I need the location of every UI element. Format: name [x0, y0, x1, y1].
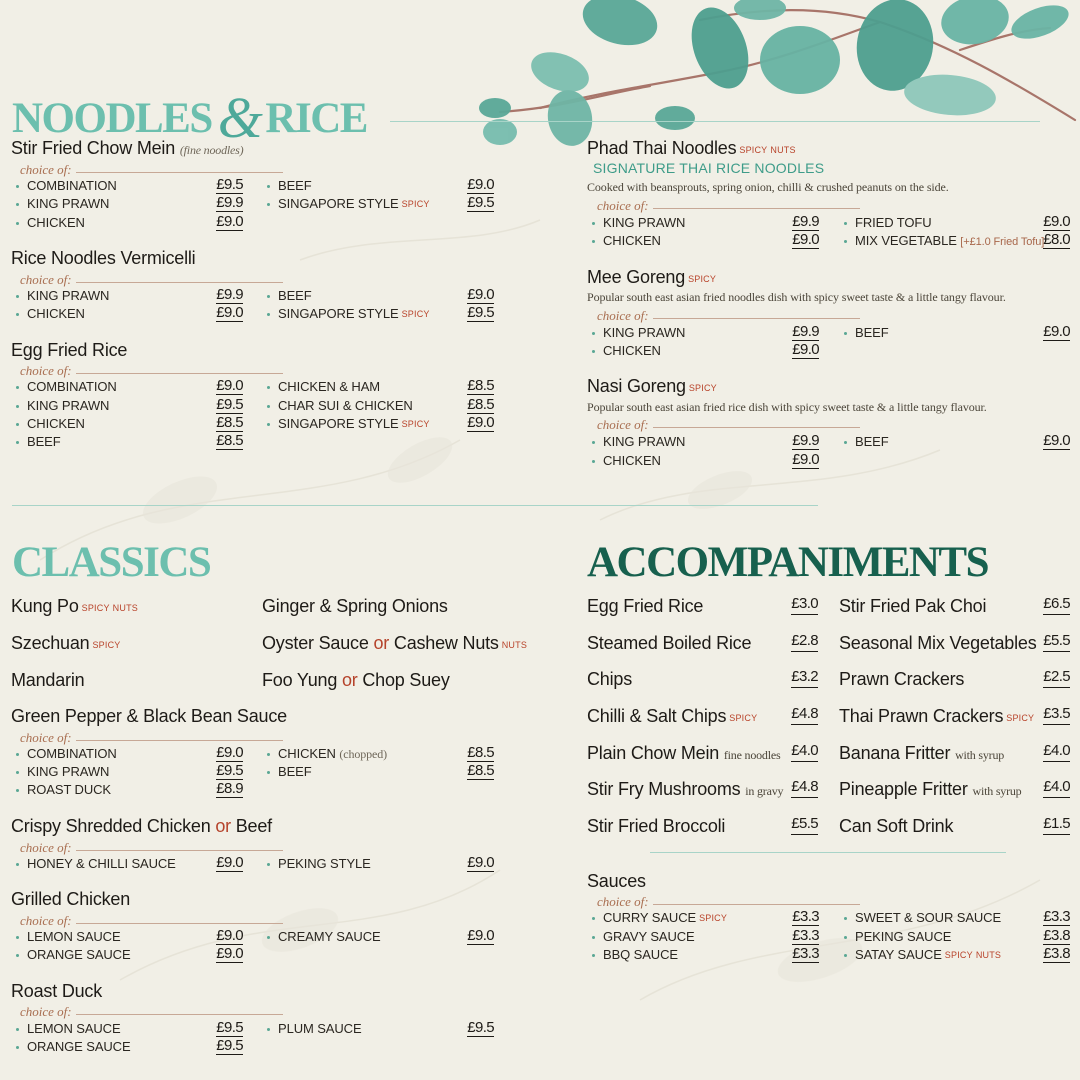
accompaniment-item: Steamed Boiled Rice £2.8 — [587, 632, 818, 653]
spicy-tag: SPICY — [729, 713, 758, 723]
choice-of-label: choice of: — [20, 914, 283, 928]
option-row: CHICKEN (chopped) £8.5 — [267, 745, 494, 763]
section-title-accompaniments: ACCOMPANIMENTS — [587, 539, 989, 586]
spicy-tag: SPICY — [401, 419, 430, 429]
option-row: CHICKEN £9.0 — [592, 232, 819, 250]
spicy-tag: SPICY — [699, 913, 728, 923]
option-row: SWEET & SOUR SAUCE £3.3 — [844, 909, 1070, 927]
dish-description: Popular south east asian fried rice dish with spicy sweet taste & a little tangy flavour. — [587, 400, 987, 414]
option-row: BEEF £9.0 — [844, 433, 1070, 451]
spicy-tag: SPICY — [401, 309, 430, 319]
option-row: KING PRAWN £9.5 — [16, 397, 243, 415]
option-row: PLUM SAUCE £9.5 — [267, 1020, 494, 1038]
choice-of-label: choice of: — [20, 364, 283, 378]
option-row: CHICKEN & HAM £8.5 — [267, 378, 494, 396]
nuts-tag: NUTS — [501, 640, 528, 650]
option-row: BEEF £8.5 — [267, 763, 494, 781]
option-row: KING PRAWN £9.5 — [16, 763, 243, 781]
dish-title-phad-thai: Phad Thai Noodles SPICY NUTS — [587, 138, 796, 158]
choice-of-label: choice of: — [597, 199, 860, 213]
option-row: LEMON SAUCE £9.5 — [16, 1020, 243, 1038]
option-row: ORANGE SAUCE £9.0 — [16, 946, 243, 964]
accompaniment-item: Chips £3.2 — [587, 668, 818, 689]
option-row: MIX VEGETABLE [+£1.0 Fried Tofu] £8.0 — [844, 232, 1070, 250]
dish-title-nasi-goreng: Nasi Goreng SPICY — [587, 376, 717, 396]
spicy-tag: SPICY — [739, 145, 768, 155]
dish-title-kung-po: Kung Po SPICY NUTS — [11, 596, 138, 616]
extra-note: [+£1.0 Fried Tofu] — [960, 236, 1045, 248]
dish-title-mandarin: Mandarin — [11, 670, 85, 690]
dish-title-egg-fried-rice: Egg Fried Rice — [11, 340, 128, 360]
option-row: PEKING SAUCE £3.8 — [844, 928, 1070, 946]
spicy-tag: SPICY — [688, 383, 717, 393]
accompaniment-item: Stir Fried Broccoli £5.5 — [587, 815, 818, 836]
dish-title-oyster-cashew: Oyster Sauce or Cashew Nuts NUTS — [262, 633, 528, 653]
option-row: SINGAPORE STYLE SPICY £9.5 — [267, 195, 494, 213]
spicy-tag: SPICY — [401, 199, 430, 209]
title-rice: RICE — [265, 95, 367, 142]
option-row: FRIED TOFU £9.0 — [844, 214, 1070, 232]
option-row: GRAVY SAUCE £3.3 — [592, 928, 819, 946]
dish-title-roast-duck: Roast Duck — [11, 981, 103, 1001]
accompaniment-item: Prawn Crackers £2.5 — [839, 668, 1070, 689]
option-note: (chopped) — [339, 747, 388, 761]
accompaniment-item: Egg Fried Rice £3.0 — [587, 595, 818, 616]
dish-note: (fine noodles) — [179, 143, 244, 157]
option-row: COMBINATION £9.0 — [16, 378, 243, 396]
accompaniment-item: Stir Fried Pak Choi £6.5 — [839, 595, 1070, 616]
option-row: CHICKEN £9.0 — [16, 305, 243, 323]
dish-description: Cooked with beansprouts, spring onion, chilli & crushed peanuts on the side. — [587, 180, 949, 194]
title-noodles: NOODLES — [12, 95, 212, 142]
dish-title-foo-yung-chop-suey: Foo Yung or Chop Suey — [262, 670, 450, 690]
dish-title-stir-fried-chow-mein: Stir Fried Chow Mein (fine noodles) — [11, 138, 244, 158]
title-ampersand: & — [217, 85, 262, 150]
section-title-classics: CLASSICS — [12, 539, 211, 586]
choice-of-label: choice of: — [20, 1005, 283, 1019]
choice-of-label: choice of: — [20, 841, 283, 855]
section-rule-top — [390, 121, 1040, 122]
dish-title-mee-goreng: Mee Goreng SPICY — [587, 267, 717, 287]
option-row: BEEF £9.0 — [844, 324, 1070, 342]
nuts-tag: NUTS — [112, 603, 138, 613]
option-row: SATAY SAUCE SPICY NUTS £3.8 — [844, 946, 1070, 964]
dish-description: Popular south east asian fried noodles dish with spicy sweet taste & a little tangy flavour. — [587, 290, 1006, 304]
option-row: HONEY & CHILLI SAUCE £9.0 — [16, 855, 243, 873]
option-row: CREAMY SAUCE £9.0 — [267, 928, 494, 946]
option-row: ORANGE SAUCE £9.5 — [16, 1038, 243, 1056]
option-row: KING PRAWN £9.9 — [16, 287, 243, 305]
choice-of-label: choice of: — [20, 273, 283, 287]
choice-of-label: choice of: — [597, 309, 860, 323]
option-row: COMBINATION £9.0 — [16, 745, 243, 763]
spicy-tag: SPICY — [1006, 713, 1035, 723]
spicy-tag: SPICY — [688, 274, 717, 284]
dish-subtitle-phad-thai: SIGNATURE THAI RICE NOODLES — [593, 160, 825, 176]
dish-title-green-pepper: Green Pepper & Black Bean Sauce — [11, 706, 287, 726]
spicy-tag: SPICY — [92, 640, 121, 650]
accompaniment-item: Stir Fry Mushrooms in gravy £4.8 — [587, 778, 818, 799]
dish-title-grilled-chicken: Grilled Chicken — [11, 889, 131, 909]
option-row: KING PRAWN £9.9 — [592, 324, 819, 342]
option-row: BEEF £9.0 — [267, 177, 494, 195]
option-row: COMBINATION £9.5 — [16, 177, 243, 195]
dish-title-ginger-spring-onions: Ginger & Spring Onions — [262, 596, 448, 616]
option-row: PEKING STYLE £9.0 — [267, 855, 494, 873]
dish-title-sauces: Sauces — [587, 871, 646, 891]
option-row: KING PRAWN £9.9 — [592, 214, 819, 232]
eucalyptus-leaves-illustration — [460, 0, 1080, 150]
accompaniment-item: Chilli & Salt Chips SPICY £4.8 — [587, 705, 818, 726]
dish-title-rice-noodles-vermicelli: Rice Noodles Vermicelli — [11, 248, 196, 268]
option-row: KING PRAWN £9.9 — [16, 195, 243, 213]
option-row: LEMON SAUCE £9.0 — [16, 928, 243, 946]
accompaniment-item: Thai Prawn Crackers SPICY £3.5 — [839, 705, 1070, 726]
option-row: KING PRAWN £9.9 — [592, 433, 819, 451]
option-row: CHICKEN £9.0 — [16, 214, 243, 232]
option-row: CURRY SAUCE SPICY £3.3 — [592, 909, 819, 927]
accompaniment-item: Can Soft Drink £1.5 — [839, 815, 1070, 836]
option-row: ROAST DUCK £8.9 — [16, 781, 243, 799]
nuts-tag: NUTS — [975, 950, 1002, 960]
section-divider — [12, 505, 818, 506]
option-row: BBQ SAUCE £3.3 — [592, 946, 819, 964]
option-row: CHICKEN £8.5 — [16, 415, 243, 433]
accompaniments-divider — [650, 852, 1006, 853]
choice-of-label: choice of: — [20, 163, 283, 177]
nuts-tag: NUTS — [770, 145, 796, 155]
dish-title-crispy-shredded: Crispy Shredded Chicken or Beef — [11, 816, 272, 836]
option-row: BEEF £8.5 — [16, 433, 243, 451]
accompaniment-item: Seasonal Mix Vegetables £5.5 — [839, 632, 1070, 653]
accompaniment-item: Pineapple Fritter with syrup £4.0 — [839, 778, 1070, 799]
spicy-tag: SPICY — [944, 950, 973, 960]
option-row: CHICKEN £9.0 — [592, 452, 819, 470]
option-row: CHAR SUI & CHICKEN £8.5 — [267, 397, 494, 415]
choice-of-label: choice of: — [597, 895, 860, 909]
option-row: SINGAPORE STYLE SPICY £9.5 — [267, 305, 494, 323]
option-row: BEEF £9.0 — [267, 287, 494, 305]
choice-of-label: choice of: — [597, 418, 860, 432]
option-row: SINGAPORE STYLE SPICY £9.0 — [267, 415, 494, 433]
dish-title-szechuan: Szechuan SPICY — [11, 633, 121, 653]
option-row: CHICKEN £9.0 — [592, 342, 819, 360]
choice-of-label: choice of: — [20, 731, 283, 745]
accompaniment-item: Plain Chow Mein fine noodles £4.0 — [587, 742, 818, 763]
spicy-tag: SPICY — [81, 603, 110, 613]
accompaniment-item: Banana Fritter with syrup £4.0 — [839, 742, 1070, 763]
